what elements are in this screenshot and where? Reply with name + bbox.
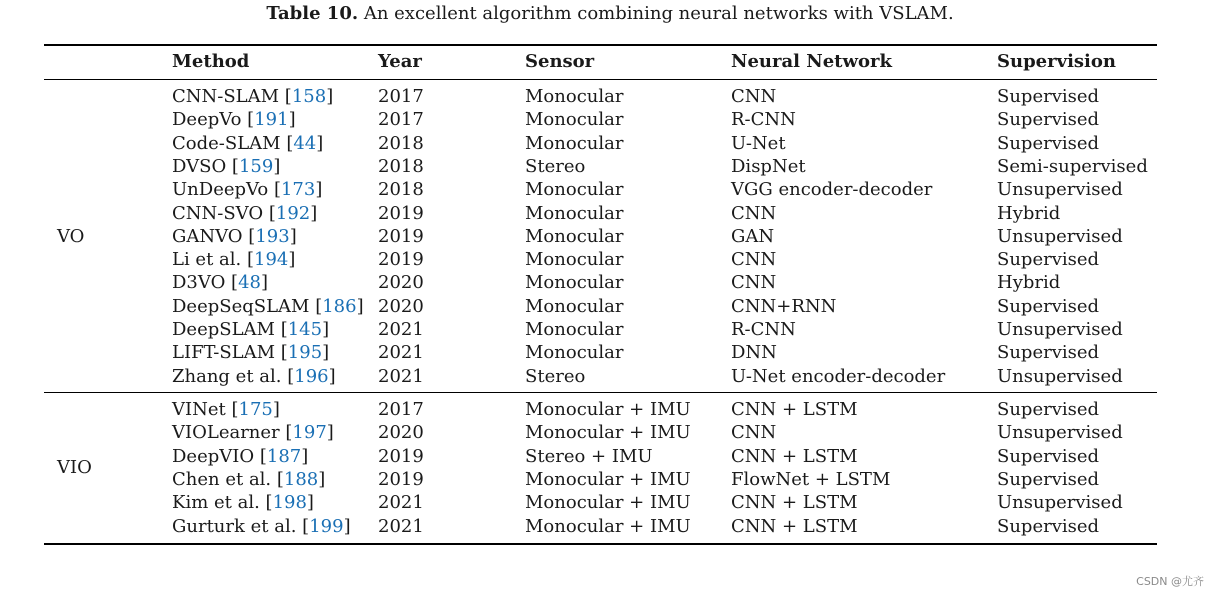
cell-sensor: Monocular: [525, 225, 624, 247]
table-row: [0, 318, 1220, 341]
cell-method: Zhang et al. [196]: [172, 365, 336, 387]
cell-method: Kim et al. [198]: [172, 492, 314, 514]
cell-supervision: Supervised: [997, 468, 1100, 490]
method-name: GANVO: [172, 225, 243, 247]
watermark: CSDN @尤齐: [1136, 575, 1204, 588]
cell-year: 2017: [378, 86, 424, 107]
cell-method: VIOLearner [197]: [172, 422, 334, 444]
method-name: D3VO: [172, 272, 226, 294]
cell-supervision: Supervised: [997, 86, 1100, 107]
method-name: DVSO: [172, 155, 227, 177]
cell-neural-network: R-CNN: [731, 319, 796, 340]
citation-link[interactable]: 159: [238, 155, 274, 177]
cell-neural-network: CNN + LSTM: [731, 445, 858, 467]
cell-sensor: Monocular: [525, 132, 624, 154]
table-row: [0, 271, 1220, 294]
cell-method: DeepSeqSLAM [186]: [172, 295, 364, 317]
cell-neural-network: GAN: [731, 225, 775, 247]
cell-year: 2019: [378, 249, 424, 271]
cell-method: Code-SLAM [44]: [172, 132, 324, 154]
citation-link[interactable]: 199: [309, 515, 344, 537]
cell-method: DeepVo [191]: [172, 109, 296, 131]
cell-neural-network: CNN: [731, 86, 777, 107]
cell-year: 2020: [378, 295, 424, 317]
cell-neural-network: CNN: [731, 202, 777, 224]
table-row: [0, 365, 1220, 388]
cell-supervision: Hybrid: [997, 272, 1061, 294]
header-year: Year: [378, 51, 422, 72]
cell-method: DeepSLAM [145]: [172, 319, 330, 340]
table-row: [0, 491, 1220, 514]
method-name: VIOLearner: [172, 422, 280, 444]
citation-link[interactable]: 48: [238, 272, 261, 294]
method-name: DeepVIO: [172, 445, 255, 467]
cell-sensor: Stereo + IMU: [525, 445, 653, 467]
cell-neural-network: CNN: [731, 249, 777, 271]
method-name: CNN-SVO: [172, 202, 264, 224]
table-row: [0, 108, 1220, 131]
citation-link[interactable]: 175: [238, 399, 273, 420]
cell-method: CNN-SVO [192]: [172, 202, 318, 224]
cell-method: Gurturk et al. [199]: [172, 515, 351, 537]
cell-sensor: Monocular: [525, 109, 624, 131]
table-row: [0, 515, 1220, 538]
cell-year: 2020: [378, 272, 424, 294]
table-caption: [0, 4, 1220, 24]
citation-link[interactable]: 186: [322, 295, 357, 317]
citation-link[interactable]: 194: [254, 249, 289, 271]
method-name: Code-SLAM: [172, 132, 281, 154]
table-row: [0, 468, 1220, 491]
table-row: [0, 248, 1220, 271]
cell-supervision: Unsupervised: [997, 179, 1123, 201]
method-name: UnDeepVo: [172, 179, 269, 201]
cell-year: 2021: [378, 342, 424, 364]
cell-method: DeepVIO [187]: [172, 445, 309, 467]
table-row: [0, 225, 1220, 248]
citation-link[interactable]: 193: [255, 225, 290, 247]
cell-year: 2021: [378, 492, 424, 514]
cell-supervision: Unsupervised: [997, 365, 1123, 387]
cell-supervision: Supervised: [997, 399, 1100, 420]
table-row: [0, 295, 1220, 318]
cell-method: GANVO [193]: [172, 225, 297, 247]
cell-method: LIFT-SLAM [195]: [172, 342, 330, 364]
cell-sensor: Monocular: [525, 295, 624, 317]
cell-sensor: Monocular + IMU: [525, 492, 691, 514]
table-row: [0, 445, 1220, 468]
citation-link[interactable]: 158: [291, 86, 327, 107]
cell-supervision: Supervised: [997, 445, 1100, 467]
cell-year: 2017: [378, 109, 424, 131]
cell-year: 2019: [378, 202, 424, 224]
cell-supervision: Supervised: [997, 295, 1100, 317]
table-row: [0, 398, 1220, 421]
table-row: [0, 421, 1220, 444]
cell-method: D3VO [48]: [172, 272, 269, 294]
cell-sensor: Monocular + IMU: [525, 422, 691, 444]
cell-neural-network: CNN: [731, 422, 777, 444]
cell-sensor: Monocular + IMU: [525, 515, 691, 537]
method-name: Chen et al.: [172, 468, 272, 490]
cell-neural-network: U-Net encoder-decoder: [731, 365, 946, 387]
citation-link[interactable]: 192: [275, 202, 311, 224]
cell-sensor: Stereo: [525, 365, 586, 387]
cell-year: 2018: [378, 155, 424, 177]
cell-supervision: Hybrid: [997, 202, 1061, 224]
cell-supervision: Supervised: [997, 109, 1100, 131]
method-name: DeepSeqSLAM: [172, 295, 310, 317]
cell-method: Li et al. [194]: [172, 249, 296, 271]
cell-year: 2017: [378, 399, 424, 420]
cell-year: 2018: [378, 132, 424, 154]
method-name: DeepSLAM: [172, 319, 275, 340]
cell-year: 2020: [378, 422, 424, 444]
cell-sensor: Monocular: [525, 86, 624, 107]
citation-link[interactable]: 188: [283, 468, 319, 490]
cell-supervision: Unsupervised: [997, 422, 1123, 444]
cell-year: 2019: [378, 468, 424, 490]
header-supervision: Supervision: [997, 51, 1116, 72]
cell-year: 2018: [378, 179, 424, 201]
cell-year: 2021: [378, 365, 424, 387]
cell-sensor: Monocular: [525, 179, 624, 201]
method-name: Li et al.: [172, 249, 242, 271]
cell-sensor: Monocular: [525, 272, 624, 294]
group-label-vo: VO: [57, 225, 85, 247]
cell-method: CNN-SLAM [158]: [172, 86, 334, 107]
method-name: Zhang et al.: [172, 365, 282, 387]
citation-link[interactable]: 145: [287, 319, 323, 340]
table-row: [0, 85, 1220, 108]
method-name: DeepVo: [172, 109, 242, 131]
cell-supervision: Unsupervised: [997, 319, 1123, 340]
cell-year: 2021: [378, 319, 424, 340]
table-row: [0, 202, 1220, 225]
header-neural-network: Neural Network: [731, 51, 892, 72]
header-method: Method: [172, 51, 250, 72]
citation-link[interactable]: 44: [293, 132, 317, 154]
cell-method: VINet [175]: [172, 399, 280, 420]
header-rule: [44, 79, 1157, 80]
cell-method: Chen et al. [188]: [172, 468, 326, 490]
cell-sensor: Monocular: [525, 319, 624, 340]
table-row: [0, 132, 1220, 155]
group-label-vio: VIO: [57, 457, 92, 479]
cell-neural-network: VGG encoder-decoder: [731, 179, 933, 201]
method-name: Kim et al.: [172, 492, 260, 514]
citation-link[interactable]: 173: [280, 179, 316, 201]
cell-sensor: Stereo: [525, 155, 586, 177]
cell-neural-network: DNN: [731, 342, 777, 364]
cell-supervision: Unsupervised: [997, 492, 1123, 514]
caption-text: An excellent algorithm combining neural networks with VSLAM.: [363, 3, 954, 24]
header-sensor: Sensor: [525, 51, 595, 72]
cell-supervision: Semi-supervised: [997, 155, 1148, 177]
cell-sensor: Monocular: [525, 249, 624, 271]
method-name: VINet: [172, 399, 226, 420]
cell-supervision: Supervised: [997, 249, 1100, 271]
cell-neural-network: FlowNet + LSTM: [731, 468, 891, 490]
citation-link[interactable]: 197: [292, 422, 327, 444]
cell-year: 2019: [378, 445, 424, 467]
method-name: LIFT-SLAM: [172, 342, 276, 364]
cell-sensor: Monocular: [525, 202, 624, 224]
cell-year: 2021: [378, 515, 424, 537]
cell-supervision: Supervised: [997, 515, 1100, 537]
top-rule: [44, 44, 1157, 46]
cell-neural-network: CNN: [731, 272, 777, 294]
cell-supervision: Unsupervised: [997, 225, 1123, 247]
cell-method: UnDeepVo [173]: [172, 179, 323, 201]
citation-link[interactable]: 191: [254, 109, 289, 131]
table-row: [0, 155, 1220, 178]
table-row: [0, 341, 1220, 364]
cell-neural-network: CNN + LSTM: [731, 515, 858, 537]
bottom-rule: [44, 543, 1157, 545]
cell-sensor: Monocular: [525, 342, 624, 364]
citation-link[interactable]: 187: [266, 445, 302, 467]
cell-year: 2019: [378, 225, 424, 247]
cell-neural-network: DispNet: [731, 155, 806, 177]
cell-supervision: Supervised: [997, 132, 1100, 154]
cell-sensor: Monocular + IMU: [525, 399, 691, 420]
citation-link[interactable]: 198: [272, 492, 307, 514]
cell-neural-network: U-Net: [731, 132, 786, 154]
table-row: [0, 178, 1220, 201]
citation-link[interactable]: 196: [294, 365, 329, 387]
method-name: Gurturk et al.: [172, 515, 297, 537]
cell-neural-network: R-CNN: [731, 109, 796, 131]
method-name: CNN-SLAM: [172, 86, 280, 107]
cell-sensor: Monocular + IMU: [525, 468, 691, 490]
caption-label: Table 10.: [266, 3, 359, 24]
cell-neural-network: CNN + LSTM: [731, 492, 858, 514]
cell-neural-network: CNN + LSTM: [731, 399, 858, 420]
group-divider-rule: [44, 392, 1157, 393]
citation-link[interactable]: 195: [287, 342, 323, 364]
cell-supervision: Supervised: [997, 342, 1100, 364]
cell-method: DVSO [159]: [172, 155, 281, 177]
cell-neural-network: CNN+RNN: [731, 295, 837, 317]
